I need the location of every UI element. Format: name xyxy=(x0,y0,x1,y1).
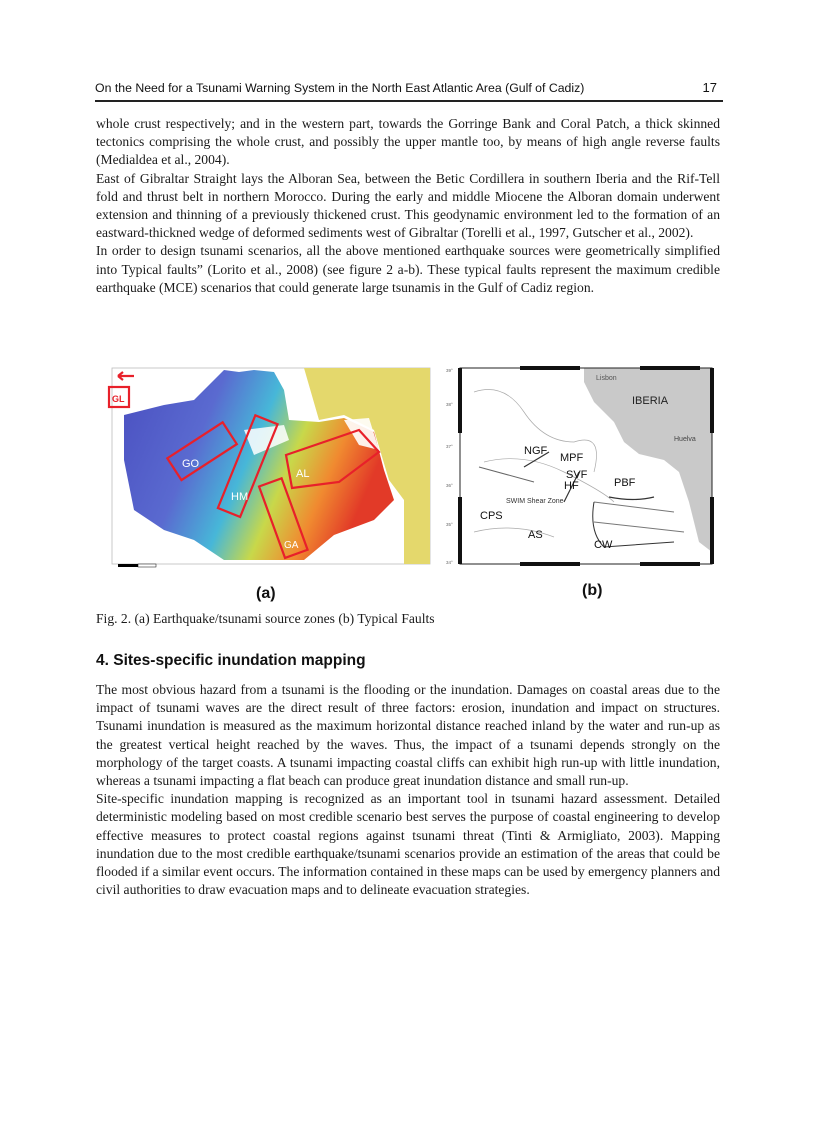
panel-a-label: (a) xyxy=(256,585,276,602)
svg-text:GA: GA xyxy=(284,540,299,551)
svg-text:39°: 39° xyxy=(446,368,453,373)
svg-text:Huelva: Huelva xyxy=(674,436,696,443)
source-zones-map xyxy=(104,360,436,570)
svg-text:Lisbon: Lisbon xyxy=(596,375,617,382)
figure-2 xyxy=(104,360,720,605)
svg-text:36°: 36° xyxy=(446,483,453,488)
figure-caption: Fig. 2. (a) Earthquake/tsunami source zones (b) Typical Faults xyxy=(96,611,435,626)
svg-text:GL: GL xyxy=(112,394,125,404)
body-text-top xyxy=(96,115,720,297)
svg-text:AS: AS xyxy=(528,529,543,541)
svg-text:HF: HF xyxy=(564,480,579,492)
svg-text:SVF: SVF xyxy=(566,469,588,481)
paragraph: In order to design tsunami scenarios, all the above mentioned earthquake sources were geometrically simplified into Typical faults” (Lorito et al., 2008) (see figure 2 a-b). These typical faults represent the maximum credible earthquake (MCE) scenarios that could generate large tsunamis in the Gulf of Cadiz region. xyxy=(96,243,720,295)
svg-text:NGF: NGF xyxy=(524,445,548,457)
page-number: 17 xyxy=(702,80,717,95)
paragraph: The most obvious hazard from a tsunami is the flooding or the inundation. Damages on coastal areas due to the impact of tsunami waves are the direct result of three factors: erosion, inundation and impact on structures. Tsunami inundation is measured as the maximum horizontal distance reached inland by the water and run-up as the greatest vertical height reached by the waves. Thus, the impact of a tsunami depends strongly on the morphology of the target coasts. A tsunami impacting coastal cliffs can exhibit high run-up with little inundation, whereas a tsunami impacting a flat beach can produce great inundation distance and small run-up. xyxy=(96,682,720,789)
typical-faults-map xyxy=(444,362,720,570)
paragraph: Site-specific inundation mapping is recognized as an important tool in tsunami hazard assessment. Detailed deterministic modeling based on most credible scenario best serves the purpose of coastal engineering to develop effective measures to protect coastal regions against tsunami threat (Tinti & Armigliato, 2003). Mapping inundation due to the most credible earthquake/tsunami scenarios provide an estimation of the areas that could be flooded if a similar event occurs. The information contained in these maps can be used by emergency planners and civil authorities to draw evacuation maps and to delineate evacuation strategies. xyxy=(96,791,720,898)
section-heading: 4. Sites-specific inundation mapping xyxy=(96,652,366,669)
svg-text:GO: GO xyxy=(182,458,200,470)
svg-text:SWIM Shear Zone: SWIM Shear Zone xyxy=(506,498,564,505)
svg-text:CW: CW xyxy=(594,539,613,551)
svg-text:34°: 34° xyxy=(446,560,453,565)
paragraph: East of Gibraltar Straight lays the Alboran Sea, between the Betic Cordillera in southern Iberia and the Rif-Tell fold and thrust belt in northern Morocco. During the early and middle Miocene the Alboran domain underwent extension and thinning of a previously thickened crust. This geodynamic environment led to the formation of an eastward-thickned wedge of deformed sediments west of Gibraltar (Torelli et al., 1997, Gutscher et al., 2002). xyxy=(96,170,720,241)
svg-text:MPF: MPF xyxy=(560,452,584,464)
svg-text:AL: AL xyxy=(296,468,310,480)
svg-text:35°: 35° xyxy=(446,522,453,527)
svg-text:CPS: CPS xyxy=(480,510,503,522)
panel-b-label: (b) xyxy=(582,582,603,599)
svg-text:38°: 38° xyxy=(446,402,453,407)
svg-text:IBERIA: IBERIA xyxy=(632,395,669,407)
running-title: On the Need for a Tsunami Warning System in the North East Atlantic Area (Gulf of Cadiz) xyxy=(95,81,585,95)
running-header xyxy=(95,80,723,102)
svg-text:PBF: PBF xyxy=(614,477,636,489)
svg-text:HM: HM xyxy=(231,491,249,503)
body-text-bottom xyxy=(96,681,720,899)
paragraph: whole crust respectively; and in the western part, towards the Gorringe Bank and Coral Patch, a thick skinned tectonics comprising the whole crust, and possibly the upper mantle too, by means of high angle reverse faults (Medialdea et al., 2004). xyxy=(96,116,720,168)
svg-text:37°: 37° xyxy=(446,444,453,449)
